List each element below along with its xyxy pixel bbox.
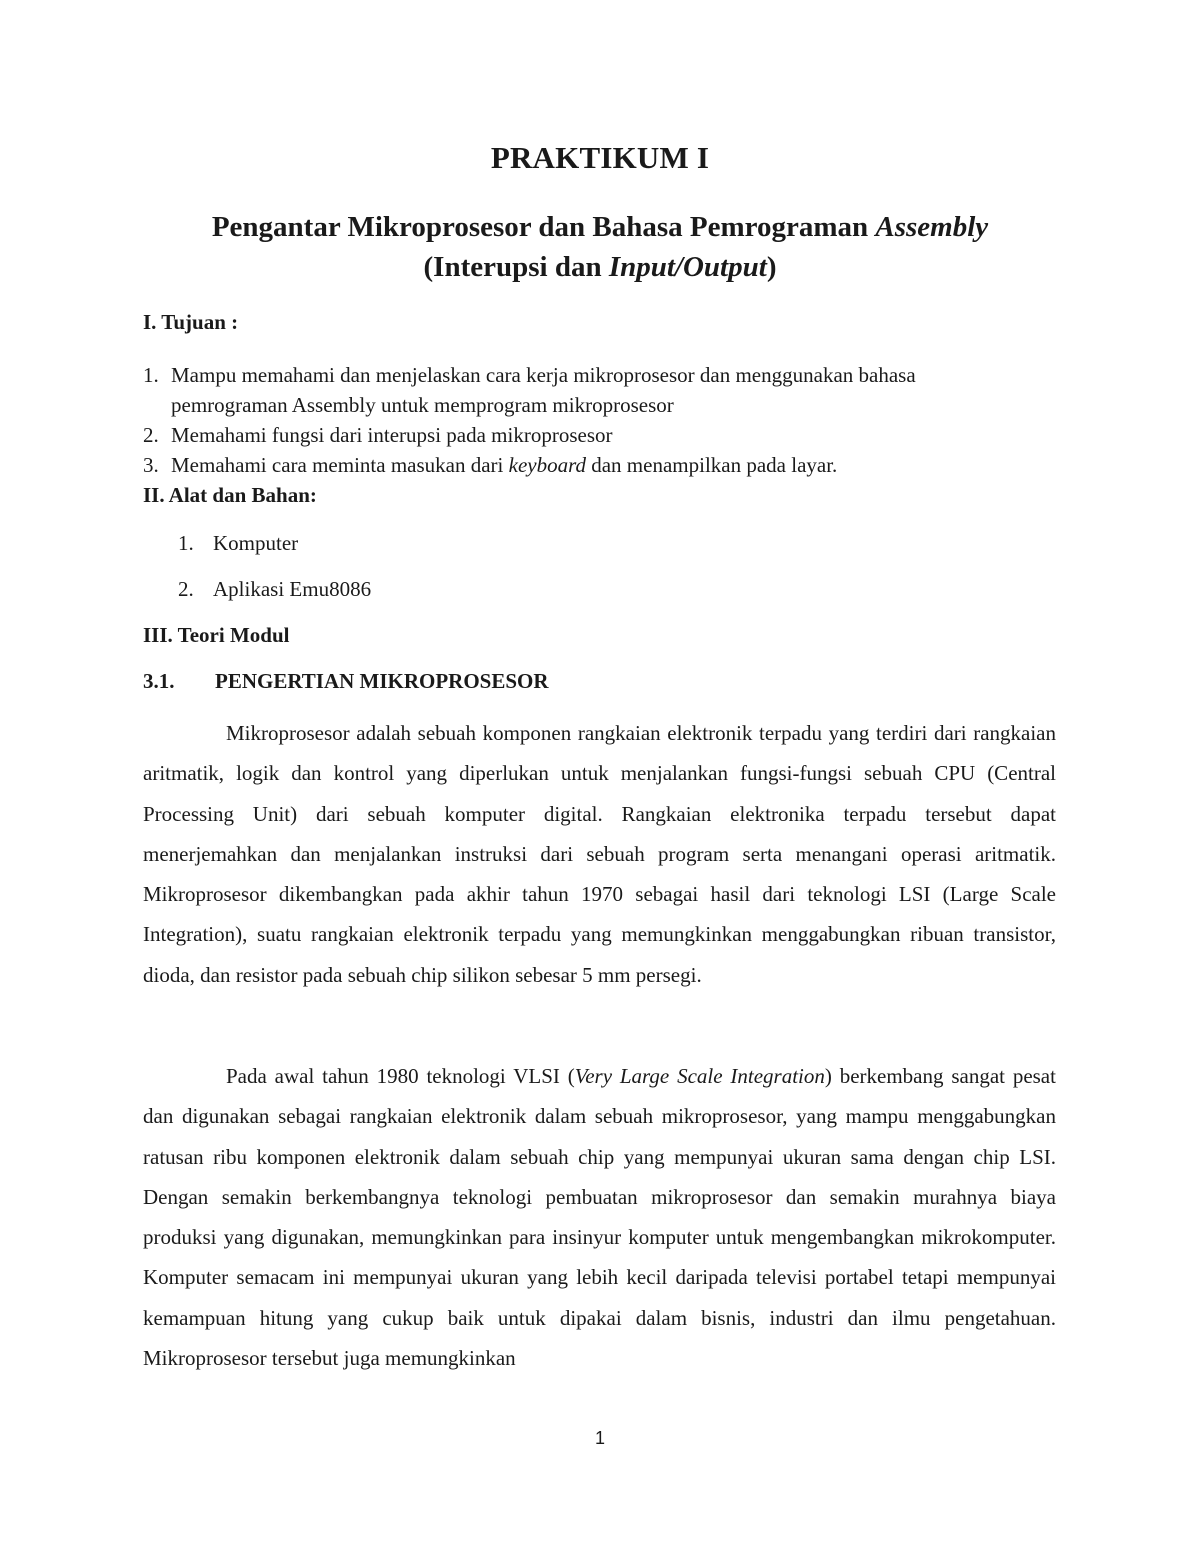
tujuan-item-1-num: 1. [143, 363, 159, 387]
alat-item-2 [178, 577, 371, 602]
subtitle-line-2 [0, 247, 1200, 287]
subtitle-line-1 [0, 207, 1200, 247]
paragraph-2 [143, 1056, 1056, 1378]
section-alat-heading: II. Alat dan Bahan: [143, 483, 317, 507]
tujuan-item-3-italic: keyboard [508, 453, 586, 477]
tujuan-item-2 [143, 420, 1063, 450]
alat-item-2-num: 2. [178, 577, 194, 601]
subsection-title: PENGERTIAN MIKROPROSESOR [215, 669, 549, 693]
page-number: 1 [594, 1428, 605, 1448]
tujuan-item-3 [143, 450, 1063, 480]
tujuan-item-1 [143, 360, 1063, 420]
paragraph-2-before: Pada awal tahun 1980 teknologi VLSI ( [226, 1064, 575, 1088]
paragraph-1: Mikroprosesor adalah sebuah komponen rangkaian elektronik terpadu yang terdiri dari rangkaian aritmatik, logik dan kontrol yang diperlukan untuk menjalankan fungsi-fungsi sebuah CPU (Central Processing Unit) dari sebuah komputer digital. Rangkaian elektronika terpadu tersebut dapat menerjemahkan dan menjalankan instruksi dari sebuah program serta menangani operasi aritmatik. Mikroprosesor dikembangkan pada akhir tahun 1970 sebagai hasil dari teknologi LSI (Large Scale Integration), suatu rangkaian elektronik terpadu yang memungkinkan menggabungkan ribuan transistor, dioda, dan resistor pada sebuah chip silikon sebesar 5 mm persegi. [143, 721, 1056, 987]
paragraph-2-italic: Very Large Scale Integration [574, 1064, 825, 1088]
tujuan-item-3-after: dan menampilkan pada layar. [585, 453, 838, 477]
alat-item-2-text: Aplikasi Emu8086 [213, 577, 372, 601]
subtitle-assembly-italic: Assembly [875, 211, 989, 243]
alat-item-1-text: Komputer [213, 531, 299, 555]
subsection-number: 3.1. [143, 669, 175, 693]
tujuan-item-1-line2: pemrograman Assembly untuk memprogram mikroprosesor [171, 393, 674, 417]
tujuan-item-3-num: 3. [143, 453, 159, 477]
section-teori-heading: III. Teori Modul [143, 623, 290, 647]
section-tujuan-heading: I. Tujuan : [143, 310, 239, 334]
alat-item-1-num: 1. [178, 531, 194, 555]
alat-item-1 [178, 531, 298, 556]
tujuan-item-1-line1: Mampu memahami dan menjelaskan cara kerja mikroprosesor dan menggunakan bahasa [171, 363, 916, 387]
subsection-heading [143, 669, 549, 694]
subtitle-line-2-open: (Interupsi dan [423, 251, 609, 283]
tujuan-item-2-num: 2. [143, 423, 159, 447]
document-subtitle [0, 207, 1200, 287]
paragraph-2-after: ) berkembang sangat pesat dan digunakan sebagai rangkaian elektronik dalam sebuah mikroprosesor, yang mampu menggabungkan ratusan ribu komponen elektronik dalam sebuah chip yang mempunyai ukuran sama dengan chip LSI. Dengan semakin berkembangnya teknologi pembuatan mikroprosesor dan semakin murahnya biaya produksi yang digunakan, memungkinkan para insinyur komputer untuk mengembangkan mikrokomputer. Komputer semacam ini mempunyai ukuran yang lebih kecil daripada televisi portabel tetapi mempunyai kemampuan hitung yang cukup baik untuk dipakai dalam bisnis, industri dan ilmu pengetahuan. Mikroprosesor tersebut juga memungkinkan [143, 1064, 1056, 1371]
subtitle-io-italic: Input/Output [608, 251, 767, 283]
tujuan-item-2-text: Memahami fungsi dari interupsi pada mikroprosesor [171, 423, 613, 447]
subtitle-line-2-close: ) [766, 251, 777, 283]
document-title: PRAKTIKUM I [490, 140, 710, 175]
subtitle-line-1-text: Pengantar Mikroprosesor dan Bahasa Pemrograman [211, 211, 876, 243]
tujuan-item-3-before: Memahami cara meminta masukan dari [171, 453, 509, 477]
